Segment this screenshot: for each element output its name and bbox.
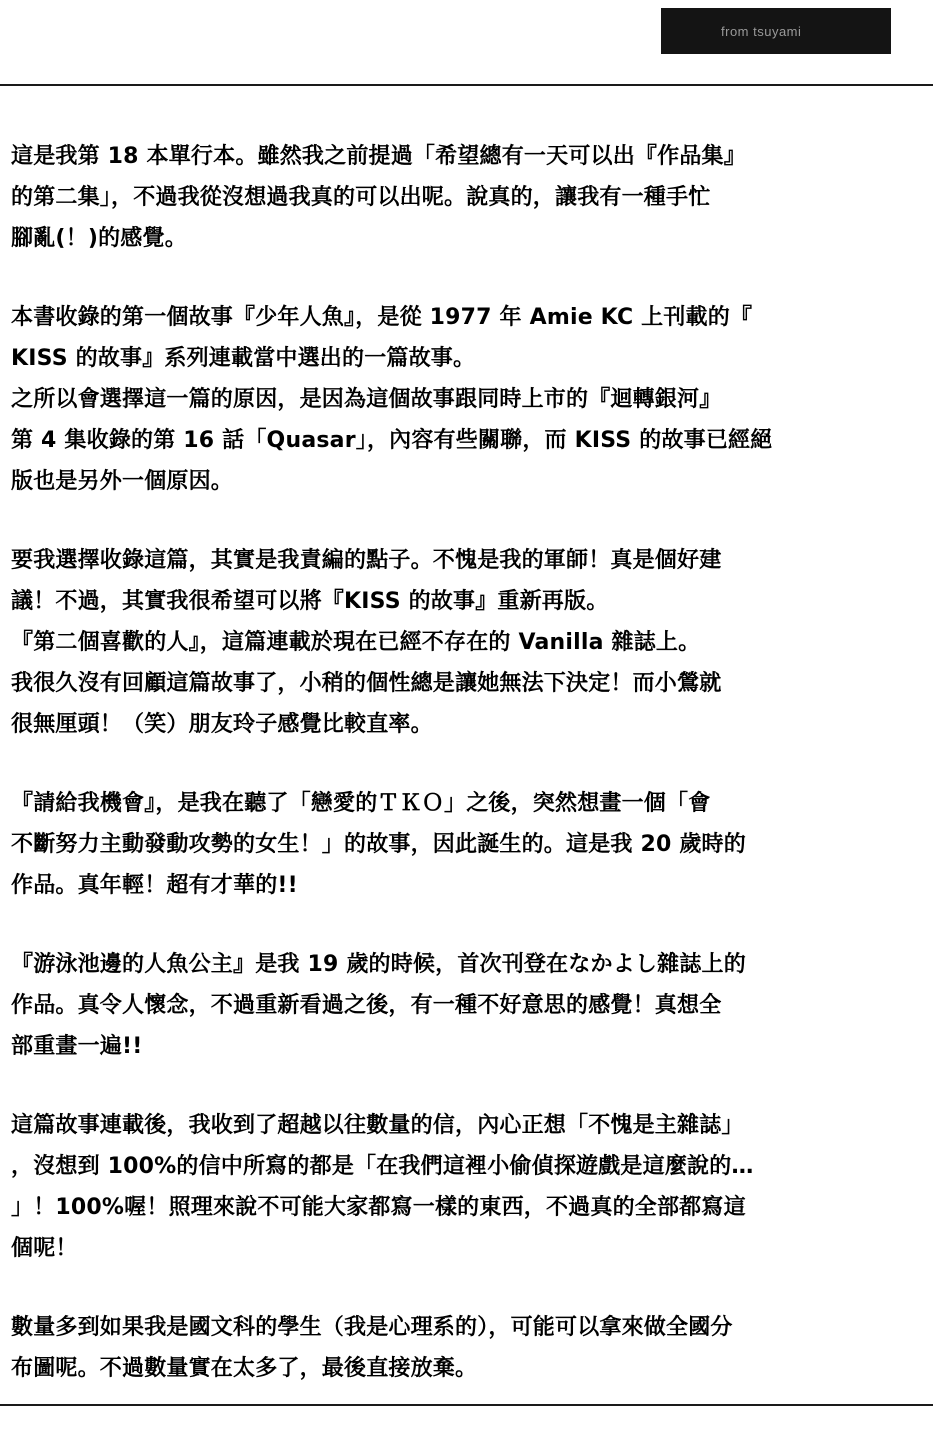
text-line: 要我選擇收錄這篇，其實是我責編的點子。不愧是我的軍師！真是個好建	[11, 548, 722, 573]
paragraph-5	[11, 944, 921, 1067]
paragraph-1	[11, 136, 921, 259]
text-line: KISS 的故事』系列連載當中選出的一篇故事。	[11, 346, 476, 371]
text-line: 」！100%喔！照理來說不可能大家都寫一樣的東西，不過真的全部都寫這	[11, 1195, 746, 1220]
text-line: 不斷努力主動發動攻勢的女生！」的故事，因此誕生的。這是我 20 歲時的	[11, 832, 746, 857]
text-line: 部重畫一遍!!	[11, 1034, 143, 1059]
text-line: 『請給我機會』，是我在聽了「戀愛的ＴＫＯ」之後，突然想畫一個「會	[11, 791, 711, 816]
paragraph-7	[11, 1307, 921, 1389]
text-line: 版也是另外一個原因。	[11, 469, 234, 494]
text-line: 很無厘頭！（笑）朋友玲子感覺比較直率。	[11, 712, 433, 737]
text-line: 這是我第 18 本單行本。雖然我之前提過「希望總有一天可以出『作品集』	[11, 144, 746, 169]
paragraph-4	[11, 783, 921, 906]
text-line: 之所以會選擇這一篇的原因，是因為這個故事跟同時上市的『迴轉銀河』	[11, 387, 722, 412]
afterword-body	[11, 136, 921, 1427]
text-line: 本書收錄的第一個故事『少年人魚』，是從 1977 年 Amie KC 上刊載的『	[11, 305, 753, 330]
header-tag	[661, 8, 891, 54]
text-line: 議！不過，其實我很希望可以將『KISS 的故事』重新再版。	[11, 589, 609, 614]
text-line: 的第二集」，不過我從沒想過我真的可以出呢。說真的，讓我有一種手忙	[11, 185, 711, 210]
text-line: 個呢！	[11, 1236, 78, 1261]
top-divider	[0, 84, 933, 86]
text-line: 腳亂(！)的感覺。	[11, 226, 187, 251]
text-line: 作品。真令人懷念，不過重新看過之後，有一種不好意思的感覺！真想全	[11, 993, 722, 1018]
paragraph-2	[11, 297, 921, 502]
paragraph-3	[11, 540, 921, 745]
paragraph-6	[11, 1105, 921, 1269]
text-line: 第 4 集收錄的第 16 話「Quasar」，內容有些關聯，而 KISS 的故事已經絕	[11, 428, 773, 453]
text-line: 『第二個喜歡的人』，這篇連載於現在已經不存在的 Vanilla 雜誌上。	[11, 630, 701, 655]
text-line: 作品。真年輕！超有才華的!!	[11, 873, 298, 898]
text-line: 『游泳池邊的人魚公主』是我 19 歲的時候，首次刊登在なかよし雜誌上的	[11, 952, 746, 977]
header-tag-text: from tsuyami	[721, 23, 802, 39]
text-line: ，沒想到 100%的信中所寫的都是「在我們這裡小偷偵探遊戲是這麼說的…	[11, 1154, 754, 1179]
bottom-divider	[0, 1404, 933, 1406]
text-line: 布圖呢。不過數量實在太多了，最後直接放棄。	[11, 1356, 478, 1381]
text-line: 我很久沒有回顧這篇故事了，小稍的個性總是讓她無法下決定！而小鶯就	[11, 671, 722, 696]
text-line: 數量多到如果我是國文科的學生（我是心理系的），可能可以拿來做全國分	[11, 1315, 733, 1340]
text-line: 這篇故事連載後，我收到了超越以往數量的信，內心正想「不愧是主雜誌」	[11, 1113, 744, 1138]
